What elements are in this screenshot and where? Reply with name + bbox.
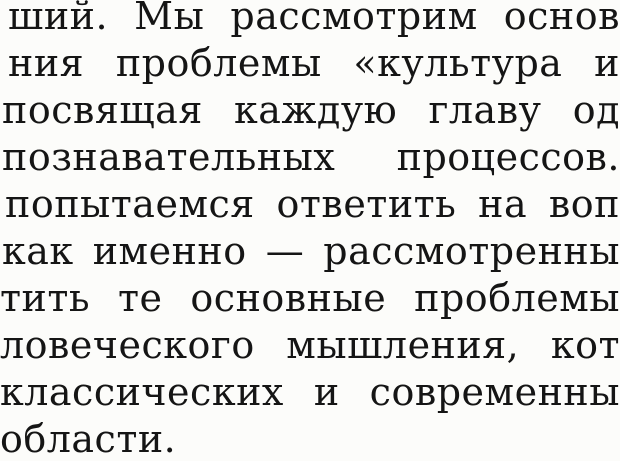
text-line: тить те основные проблемы	[0, 276, 620, 320]
text-line: попытаемся ответить на воп	[5, 182, 620, 226]
text-line: классических и современны	[0, 370, 620, 414]
text-line: посвящая каждую главу од	[2, 88, 620, 132]
text-line: ния проблемы «культура и	[8, 41, 620, 85]
text-line: ший. Мы рассмотрим основ	[8, 0, 620, 38]
text-line: области.	[0, 417, 177, 454]
text-line: познавательных процессов.	[2, 135, 620, 179]
text-line: как именно — рассмотренны	[2, 229, 620, 273]
text-line: ловеческого мышления, кот	[0, 323, 620, 367]
